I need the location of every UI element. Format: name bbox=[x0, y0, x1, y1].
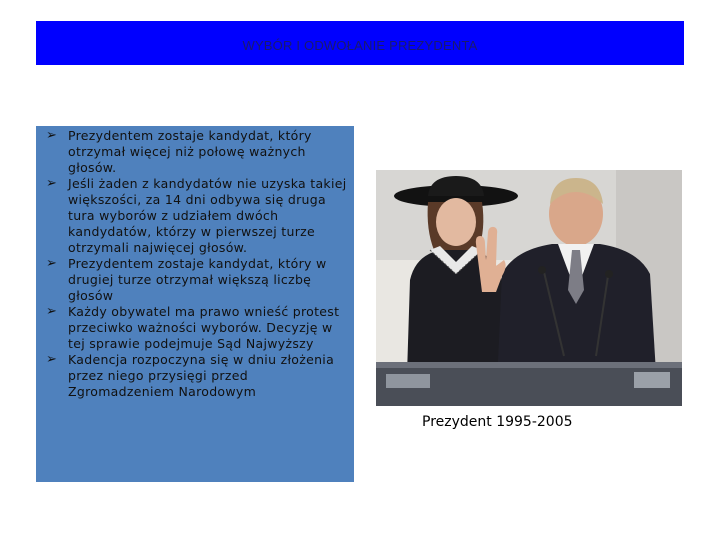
president-photo bbox=[376, 170, 682, 406]
bullet-item bbox=[46, 176, 350, 256]
photo-illustration bbox=[376, 170, 682, 406]
bullet-item bbox=[46, 352, 350, 400]
bullet-panel bbox=[36, 126, 354, 482]
bullet-item bbox=[46, 304, 350, 352]
bullet-item bbox=[46, 128, 350, 176]
bullet-text: Każdy obywatel ma prawo wnieść protest przeciwko ważności wyborów. Decyzję w tej sprawie podejmuje Sąd Najwyższy bbox=[68, 304, 340, 351]
bullet-text: Kadencja rozpoczyna się w dniu złożenia przez niego przysięgi przed Zgromadzeniem Narodowym bbox=[68, 352, 335, 399]
arrow-bullet-icon: ➢ bbox=[46, 304, 58, 319]
arrow-bullet-icon: ➢ bbox=[46, 352, 58, 367]
arrow-bullet-icon: ➢ bbox=[46, 128, 58, 143]
arrow-bullet-icon: ➢ bbox=[46, 256, 58, 271]
bullet-text: Jeśli żaden z kandydatów nie uzyska takiej większości, za 14 dni odbywa się druga tura wyborów z udziałem dwóch kandydatów, którzy w pierwszej turze otrzymali najwięcej głosów. bbox=[68, 176, 347, 255]
title-bar bbox=[36, 21, 684, 65]
arrow-bullet-icon: ➢ bbox=[46, 176, 58, 191]
photo-caption: Prezydent 1995-2005 bbox=[422, 414, 573, 430]
bullet-text: Prezydentem zostaje kandydat, który otrzymał więcej niż połowę ważnych głosów. bbox=[68, 128, 312, 175]
slide-title: WYBÓR I ODWOŁANIE PREZYDENTA bbox=[242, 37, 478, 53]
bullet-item bbox=[46, 256, 350, 304]
bullet-text: Prezydentem zostaje kandydat, który w drugiej turze otrzymał większą liczbę głosów bbox=[68, 256, 327, 303]
bullet-list bbox=[36, 126, 354, 400]
